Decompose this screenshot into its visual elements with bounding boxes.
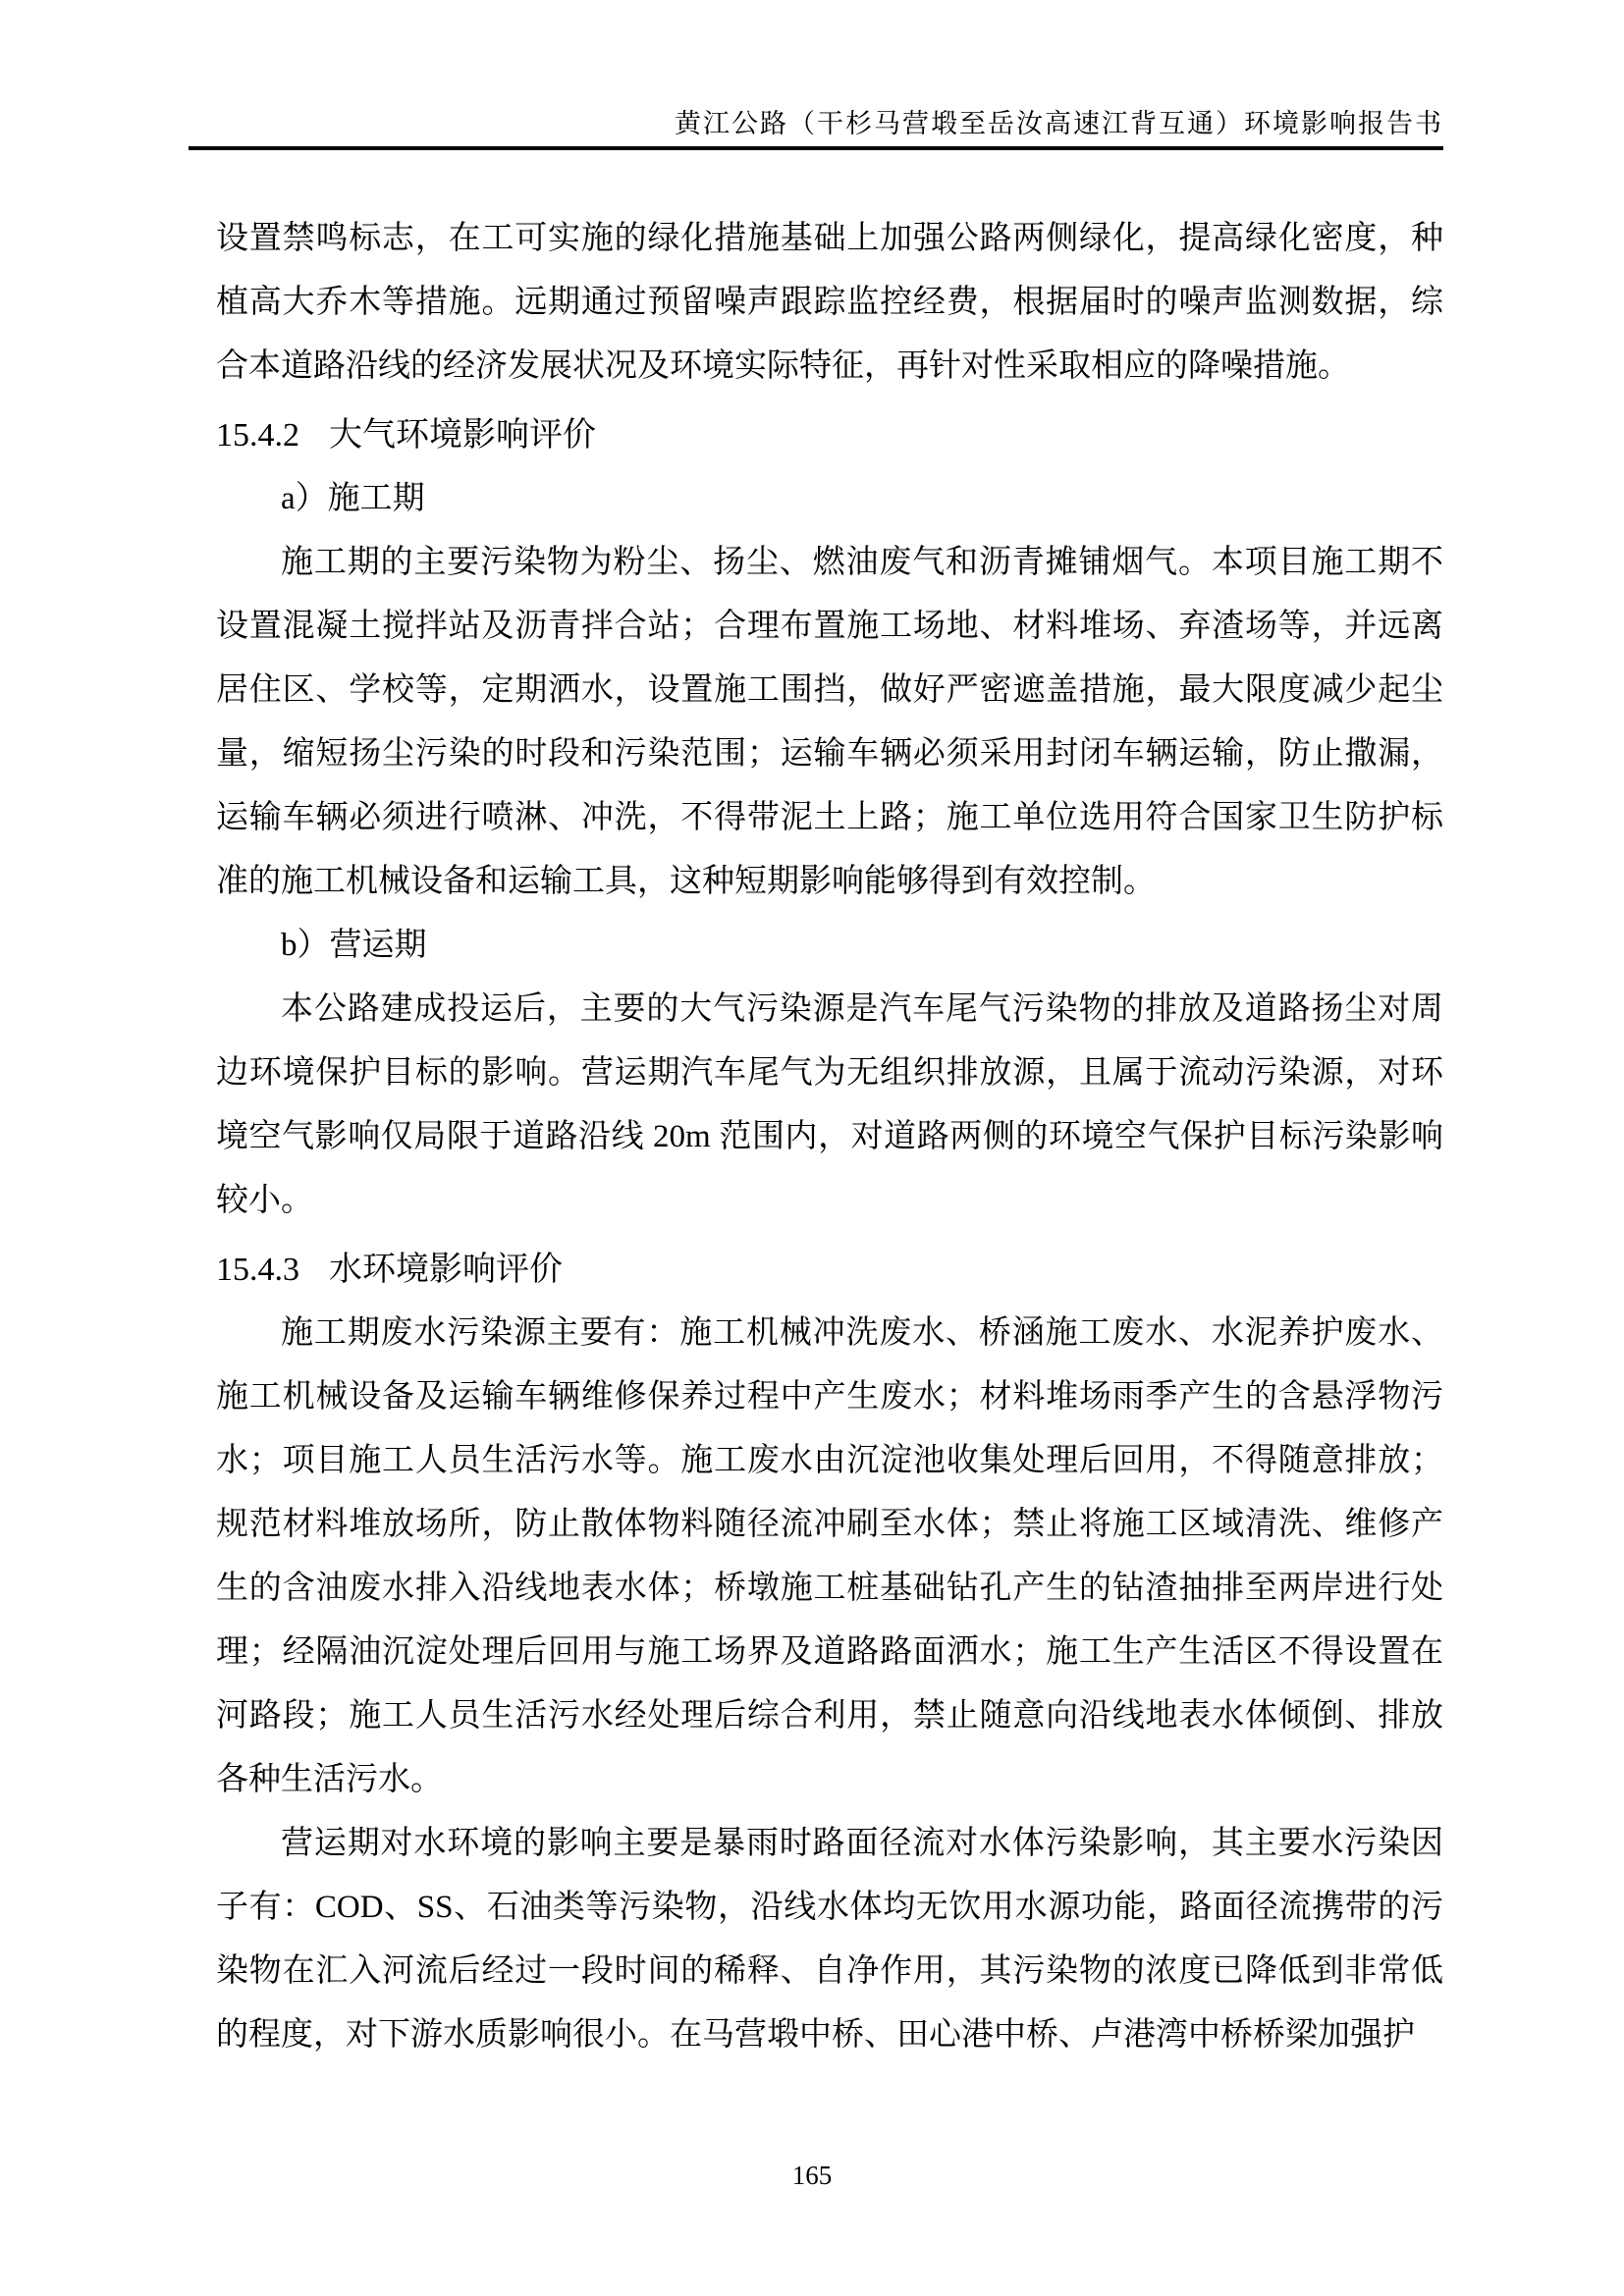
page-number: 165 [791,2161,833,2190]
section-title-air: 大气环境影响评价 [329,417,596,454]
paragraph-water-operation: 营运期对水环境的影响主要是暴雨时路面径流对水体污染影响，其主要水污染因子有：COD、SS、石油类等污染物，沿线水体均无饮用水源功能，路面径流携带的污染物在汇入河流后经过一段时间的稀释、自净作用，其污染物的浓度已降低到非常低的程度，对下游水质影响很小。在马营塅中桥、田心港中桥、卢港湾中桥桥梁加强护 [216,1826,1443,2053]
subheading-air-operation: b）营运期 [281,928,427,963]
subheading-air-construction: a）施工期 [281,481,425,516]
page-header-title: 黄江公路（干杉马营塅至岳汝高速江背互通）环境影响报告书 [675,109,1443,138]
section-heading-air [216,403,1443,467]
section-title-water: 水环境影响评价 [329,1252,563,1288]
section-number-air: 15.4.2 [216,417,299,454]
header-rule [189,146,1443,150]
document-body [216,207,1443,2067]
paragraph-air-construction: 施工期的主要污染物为粉尘、扬尘、燃油废气和沥青摊铺烟气。本项目施工期不设置混凝土搅拌站及沥青拌合站；合理布置施工场地、材料堆场、弃渣场等，并远离居住区、学校等，定期洒水，设置施工围挡，做好严密遮盖措施，最大限度减少起尘量，缩短扬尘污染的时段和污染范围；运输车辆必须采用封闭车辆运输，防止撒漏，运输车辆必须进行喷淋、冲洗，不得带泥土上路；施工单位选用符合国家卫生防护标准的施工机械设备和运输工具，这种短期影响能够得到有效控制。 [216,545,1443,899]
paragraph-water-construction: 施工期废水污染源主要有：施工机械冲洗废水、桥涵施工废水、水泥养护废水、施工机械设备及运输车辆维修保养过程中产生废水；材料堆场雨季产生的含悬浮物污水；项目施工人员生活污水等。施工废水由沉淀池收集处理后回用，不得随意排放；规范材料堆放场所，防止散体物料随径流冲刷至水体；禁止将施工区域清洗、维修产生的含油废水排入沿线地表水体；桥墩施工桩基础钻孔产生的钻渣抽排至两岸进行处理；经隔油沉淀处理后回用与施工场界及道路路面洒水；施工生产生活区不得设置在河路段；施工人员生活污水经处理后综合利用，禁止随意向沿线地表水体倾倒、排放各种生活污水。 [216,1315,1443,1797]
section-number-water: 15.4.3 [216,1252,299,1288]
paragraph-noise-measures-continued: 设置禁鸣标志，在工可实施的绿化措施基础上加强公路两侧绿化，提高绿化密度，种植高大乔木等措施。远期通过预留噪声跟踪监控经费，根据届时的噪声监测数据，综合本道路沿线的经济发展状况及环境实际特征，再针对性采取相应的降噪措施。 [216,221,1443,384]
section-heading-water [216,1238,1443,1302]
paragraph-air-operation: 本公路建成投运后，主要的大气污染源是汽车尾气污染物的排放及道路扬尘对周边环境保护目标的影响。营运期汽车尾气为无组织排放源，且属于流动污染源，对环境空气影响仅局限于道路沿线 20m 范围内，对道路两侧的环境空气保护目标污染影响较小。 [216,991,1443,1218]
